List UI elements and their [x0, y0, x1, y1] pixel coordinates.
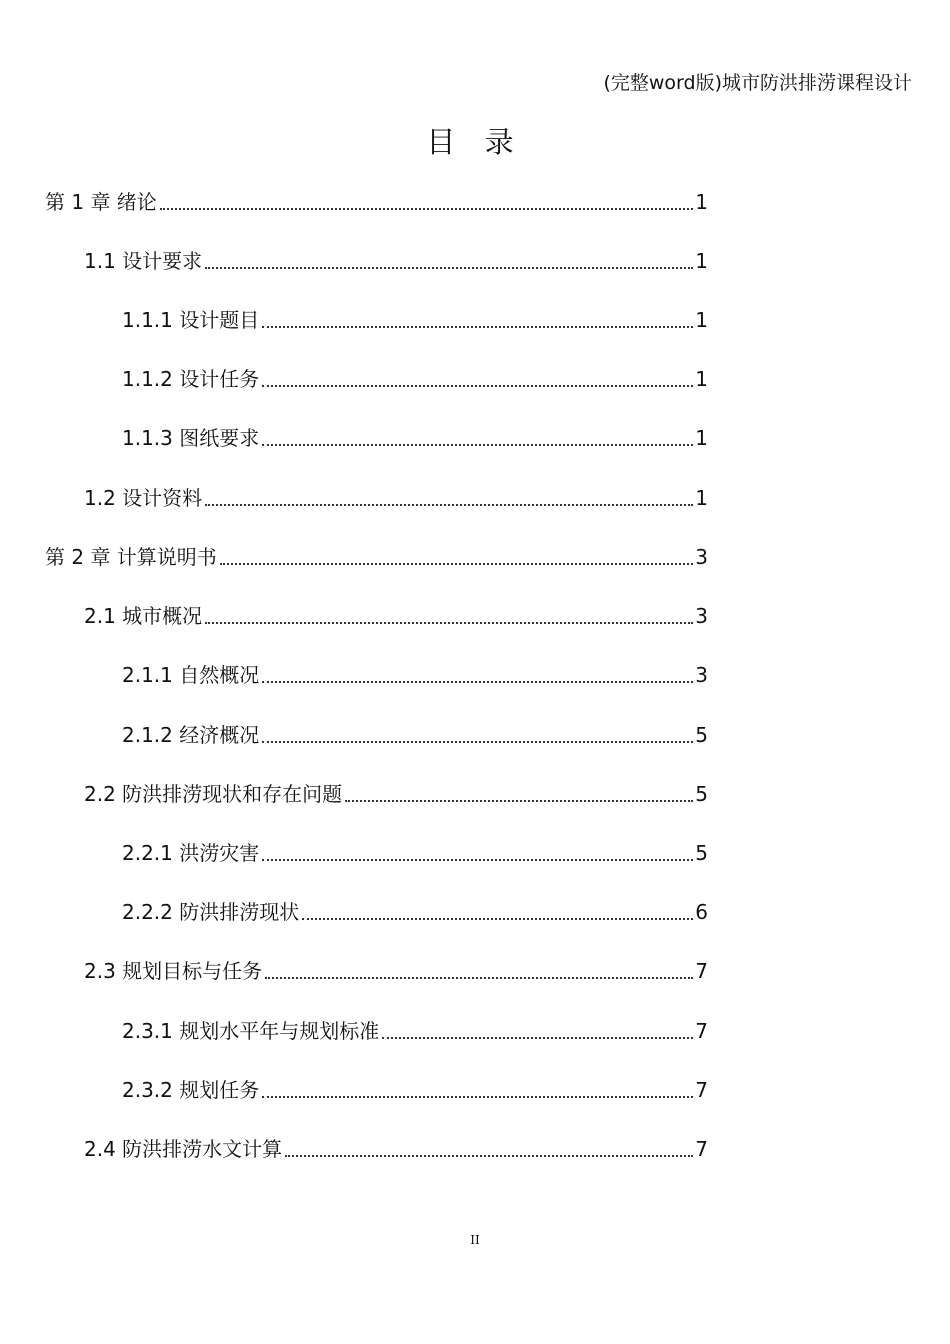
- toc-leader-dots: [262, 1096, 693, 1098]
- toc-page-number: 6: [695, 900, 708, 924]
- toc-entry-text: 2.1.2 经济概况: [122, 723, 260, 747]
- toc-leader-dots: [220, 563, 693, 565]
- toc-entry-1-1[interactable]: [84, 245, 708, 277]
- toc-leader-dots: [285, 1155, 693, 1157]
- toc-leader-dots: [205, 504, 693, 506]
- toc-page-number: 1: [695, 486, 708, 510]
- toc-page-number: 1: [695, 190, 708, 214]
- toc-page-number: 1: [695, 367, 708, 391]
- toc-page-number: 1: [695, 426, 708, 450]
- toc-entry-chapter-2[interactable]: [45, 541, 708, 573]
- toc-page-number: 7: [695, 1137, 708, 1161]
- toc-leader-dots: [262, 444, 693, 446]
- toc-entry-1-1-3[interactable]: [122, 422, 708, 454]
- toc-entry-1-1-1[interactable]: [122, 304, 708, 336]
- toc-entry-text: 1.1.1 设计题目: [122, 308, 260, 332]
- toc-leader-dots: [160, 208, 693, 210]
- toc-entry-text: 2.3.1 规划水平年与规划标准: [122, 1019, 380, 1043]
- toc-entry-text: 2.4 防洪排涝水文计算: [84, 1137, 283, 1161]
- toc-page-number: 5: [695, 723, 708, 747]
- toc-leader-dots: [302, 918, 693, 920]
- toc-page-number: 3: [695, 663, 708, 687]
- toc-entry-2-3-1[interactable]: [122, 1015, 708, 1047]
- toc-entry-1-2[interactable]: [84, 482, 708, 514]
- toc-entry-2-2[interactable]: [84, 778, 708, 810]
- toc-entry-text: 1.1 设计要求: [84, 249, 203, 273]
- toc-entry-text: 2.1.1 自然概况: [122, 663, 260, 687]
- toc-entry-2-4[interactable]: [84, 1133, 708, 1165]
- toc-leader-dots: [382, 1037, 693, 1039]
- toc-page-number: 3: [695, 604, 708, 628]
- toc-page-number: 7: [695, 1019, 708, 1043]
- toc-page-number: 1: [695, 249, 708, 273]
- toc-entry-text: 1.1.3 图纸要求: [122, 426, 260, 450]
- page-number: II: [470, 1233, 480, 1247]
- toc-leader-dots: [262, 741, 693, 743]
- toc-leader-dots: [262, 385, 693, 387]
- toc-page-number: 7: [695, 959, 708, 983]
- toc-entry-2-2-2[interactable]: [122, 896, 708, 928]
- toc-entry-text: 2.2.2 防洪排涝现状: [122, 900, 300, 924]
- toc-entry-2-3[interactable]: [84, 955, 708, 987]
- page-title: 目 录: [426, 125, 524, 159]
- toc-entry-text: 第 1 章 绪论: [45, 190, 157, 214]
- toc-entry-2-1[interactable]: [84, 600, 708, 632]
- toc-entry-text: 1.2 设计资料: [84, 486, 203, 510]
- toc-page-number: 5: [695, 841, 708, 865]
- toc-entry-1-1-2[interactable]: [122, 363, 708, 395]
- toc-leader-dots: [262, 859, 693, 861]
- toc-page-number: 1: [695, 308, 708, 332]
- toc-entry-text: 2.2 防洪排涝现状和存在问题: [84, 782, 343, 806]
- toc-page-number: 3: [695, 545, 708, 569]
- toc-entry-2-3-2[interactable]: [122, 1074, 708, 1106]
- running-header: (完整word版)城市防洪排涝课程设计: [603, 72, 912, 94]
- toc-entry-2-1-2[interactable]: [122, 719, 708, 751]
- toc-entry-text: 第 2 章 计算说明书: [45, 545, 217, 569]
- toc-page-number: 7: [695, 1078, 708, 1102]
- toc-entry-2-2-1[interactable]: [122, 837, 708, 869]
- toc-leader-dots: [205, 622, 693, 624]
- toc-leader-dots: [265, 977, 693, 979]
- toc-leader-dots: [205, 267, 693, 269]
- toc-entry-text: 2.2.1 洪涝灾害: [122, 841, 260, 865]
- toc-leader-dots: [262, 326, 693, 328]
- toc-entry-2-1-1[interactable]: [122, 659, 708, 691]
- toc-entry-text: 2.1 城市概况: [84, 604, 203, 628]
- toc-entry-text: 2.3.2 规划任务: [122, 1078, 260, 1102]
- toc-entry-text: 2.3 规划目标与任务: [84, 959, 263, 983]
- toc-entry-text: 1.1.2 设计任务: [122, 367, 260, 391]
- toc-leader-dots: [262, 681, 693, 683]
- toc-leader-dots: [345, 800, 693, 802]
- toc-page-number: 5: [695, 782, 708, 806]
- toc-entry-chapter-1[interactable]: [45, 186, 708, 218]
